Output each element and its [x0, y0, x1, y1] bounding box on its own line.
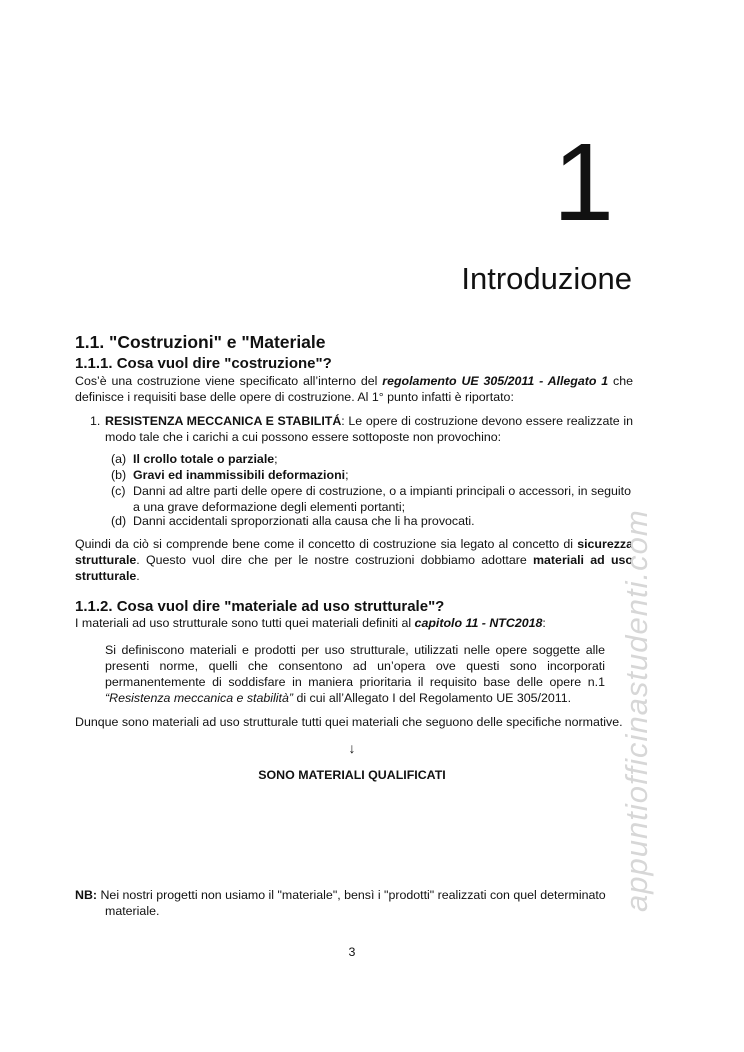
sub-item-d: [111, 513, 633, 529]
sub-item-bold: Il crollo totale o parziale: [133, 452, 275, 466]
sub-item-a: [111, 451, 633, 467]
list-item-requirement: [90, 413, 633, 445]
sub-item-bold: Gravi ed inammissibili deformazioni: [133, 468, 346, 482]
chapter-number: 1: [552, 121, 614, 244]
paragraph-conclusion: [75, 536, 633, 584]
conclusion-text: Quindi da ciò si comprende bene come il concetto di costruzione sia legato al concetto di: [75, 537, 578, 551]
requirement-text: : Le opere di costruzione devono essere realizzate in modo tale che i carichi a cui possono essere sottoposte non provochino:: [105, 414, 633, 444]
note-text: Nei nostri progetti non usiamo il "materiale", bensì i "prodotti" realizzati con quel determinato materiale.: [97, 888, 606, 918]
sub-item-text: Danni accidentali sproporzionati alla causa che li ha provocati.: [133, 514, 475, 528]
sub-item-c: [111, 483, 633, 515]
down-arrow-icon: ↓: [348, 740, 356, 756]
ntc-reference: capitolo 11 - NTC2018: [414, 616, 543, 630]
paragraph-summary: Dunque sono materiali ad uso strutturale tutti quei materiali che seguono delle specifiche normative.: [75, 715, 623, 729]
quote-text-cont: di cui all’Allegato I del Regolamento UE 305/2011.: [293, 691, 572, 705]
intro-text: I materiali ad uso strutturale sono tutti quei materiali definiti al: [75, 616, 415, 630]
quoted-definition: [105, 642, 605, 706]
chapter-title: Introduzione: [461, 261, 632, 296]
quote-reference: “Resistenza meccanica e stabilità”: [105, 691, 294, 705]
subsection-heading-costruzione: 1.1.1. Cosa vuol dire "costruzione"?: [75, 355, 332, 372]
paragraph-intro-materiale: [75, 615, 633, 631]
conclusion-end: .: [136, 569, 140, 583]
section-heading: 1.1. "Costruzioni" e "Materiale: [75, 332, 326, 352]
watermark: appuntiofficinastudenti.com: [619, 509, 654, 912]
sub-item-text: ;: [345, 468, 349, 482]
sub-item-label: (b): [111, 468, 127, 482]
requirement-title: RESISTENZA MECCANICA E STABILITÁ: [105, 414, 342, 428]
sub-item-text: Danni ad altre parti delle opere di costruzione, o a impianti principali o accessori, in seguito a una grave deformazione degli elementi portanti;: [133, 484, 631, 514]
keyword-materiali: materiali ad uso strutturale: [75, 553, 633, 583]
regulation-reference: regolamento UE 305/2011 - Allegato 1: [382, 374, 609, 388]
note-block: [75, 887, 633, 919]
sub-item-label: (a): [111, 452, 127, 466]
sub-item-b: [111, 467, 633, 483]
note-label: NB:: [75, 888, 98, 902]
sub-item-text: ;: [274, 452, 278, 466]
quote-text: Si definiscono materiali e prodotti per uso strutturale, utilizzati nelle opere soggette alle presenti norme, quelli che consentono ad un’opera ove questi sono incorporati permanentemente di soddisfare in maniera prioritaria il requisito base delle opere n.1: [105, 643, 605, 689]
page-number: 3: [348, 945, 356, 959]
intro-text-cont: che definisce i requisiti base delle opere di costruzione. Al 1° punto infatti è riportato:: [75, 374, 633, 404]
list-item-number: 1.: [90, 414, 101, 428]
sub-item-label: (d): [111, 514, 127, 528]
keyword-sicurezza: sicurezza strutturale: [75, 537, 633, 567]
sub-item-label: (c): [111, 484, 126, 498]
subsection-heading-materiale: 1.1.2. Cosa vuol dire "materiale ad uso strutturale"?: [75, 598, 445, 615]
intro-text-cont: :: [542, 616, 546, 630]
conclusion-text-cont: . Questo vuol dire che per le nostre costruzioni dobbiamo adottare: [136, 553, 534, 567]
result-statement: SONO MATERIALI QUALIFICATI: [258, 768, 446, 782]
intro-text: Cos’è una costruzione viene specificato all’interno del: [75, 374, 383, 388]
paragraph-intro-costruzione: [75, 373, 633, 405]
